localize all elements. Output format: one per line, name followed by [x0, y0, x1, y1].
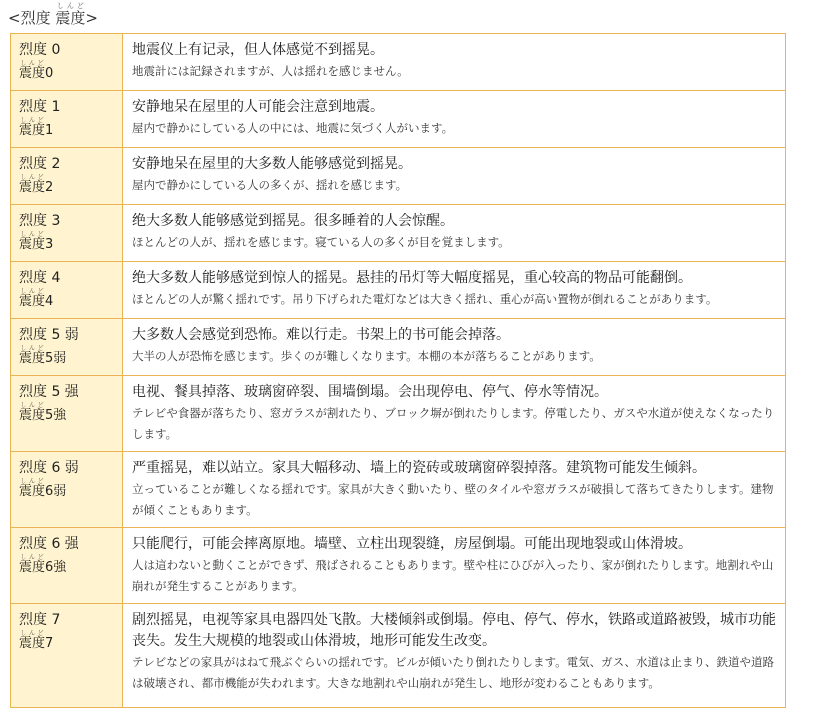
description-cn: 严重摇晃，难以站立。家具大幅移动、墙上的瓷砖或玻璃窗碎裂掉落。建筑物可能发生倾斜。 — [132, 460, 706, 476]
level-jp-ruby — [19, 288, 46, 309]
level-jp-label — [19, 117, 122, 140]
level-jp-number: 7 — [45, 636, 54, 651]
level-jp-label — [19, 60, 122, 83]
description-jp: ほとんどの人が驚く揺れです。吊り下げられた電灯などは大きく揺れ、重心が高い置物が倒れることがあります。 — [132, 292, 718, 306]
level-jp-label — [19, 345, 122, 368]
description-cell — [123, 34, 786, 91]
level-cn-label: 烈度 7 — [19, 612, 61, 628]
description-cell — [123, 452, 786, 528]
level-jp-ruby — [19, 402, 46, 423]
level-jp-label — [19, 231, 122, 254]
level-jp-reading: しんど — [19, 231, 46, 238]
level-cn-label: 烈度 6 强 — [19, 536, 79, 552]
description-cn: 大多数人会感觉到恐怖。难以行走。书架上的书可能会掉落。 — [132, 327, 510, 343]
level-jp-reading: しんど — [19, 345, 46, 352]
level-jp-label — [19, 478, 122, 501]
level-jp-number: 5弱 — [45, 351, 67, 366]
level-jp-ruby — [19, 174, 46, 195]
heading-word: 震度 — [55, 9, 86, 27]
intensity-row — [11, 319, 786, 376]
level-cn-label: 烈度 2 — [19, 156, 61, 172]
level-cell — [11, 528, 123, 604]
level-cn-label: 烈度 1 — [19, 99, 61, 115]
level-jp-label — [19, 630, 122, 653]
level-jp-ruby — [19, 117, 46, 138]
intensity-row — [11, 34, 786, 91]
intensity-row — [11, 91, 786, 148]
level-cn-label: 烈度 3 — [19, 213, 61, 229]
level-jp-word: 震度 — [19, 636, 46, 651]
description-cell — [123, 262, 786, 319]
level-cell — [11, 452, 123, 528]
level-jp-number: 2 — [45, 180, 54, 195]
level-cell — [11, 319, 123, 376]
level-jp-ruby — [19, 478, 46, 499]
level-jp-number: 3 — [45, 237, 54, 252]
description-jp: テレビなどの家具がはねて飛ぶぐらいの揺れです。ビルが傾いたり倒れたりします。電気、ガス、水道は止まり、鉄道や道路は破壊され、都市機能が失われます。大きな地割れや山崩れが発生し、地形が変わることもあります。 — [132, 655, 774, 690]
level-jp-reading: しんど — [19, 630, 46, 637]
level-jp-reading: しんど — [19, 60, 46, 67]
level-jp-number: 5強 — [45, 408, 67, 423]
level-jp-word: 震度 — [19, 408, 46, 423]
level-jp-reading: しんど — [19, 554, 46, 561]
description-jp: 地震計には記録されますが、人は揺れを感じません。 — [132, 64, 409, 78]
level-jp-ruby — [19, 554, 46, 575]
level-cell — [11, 376, 123, 452]
level-jp-ruby — [19, 60, 46, 81]
level-jp-word: 震度 — [19, 560, 46, 575]
level-jp-label — [19, 402, 122, 425]
description-cn: 安静地呆在屋里的人可能会注意到地震。 — [132, 99, 384, 115]
level-cn-label: 烈度 0 — [19, 42, 61, 58]
level-cn-label: 烈度 6 弱 — [19, 460, 79, 476]
level-jp-ruby — [19, 231, 46, 252]
description-cn: 剧烈摇晃，电视等家具电器四处飞散。大楼倾斜或倒塌。停电、停气、停水，铁路或道路被毁，城市功能丧失。发生大规模的地裂或山体滑坡，地形可能发生改变。 — [132, 612, 776, 649]
description-jp: テレビや食器が落ちたり、窓ガラスが割れたり、ブロック塀が倒れたりします。停電したり、ガスや水道が使えなくなったりします。 — [132, 406, 775, 441]
description-cn: 只能爬行，可能会摔离原地。墙壁、立柱出现裂缝，房屋倒塌。可能出现地裂或山体滑坡。 — [132, 536, 692, 552]
level-jp-number: 1 — [45, 123, 54, 138]
description-cn: 绝大多数人能够感觉到惊人的摇晃。悬挂的吊灯等大幅度摇晃，重心较高的物品可能翻倒。 — [132, 270, 692, 286]
description-jp: 屋内で静かにしている人の多くが、揺れを感じます。 — [132, 178, 408, 192]
heading-ruby — [55, 2, 86, 27]
description-cn: 安静地呆在屋里的大多数人能够感觉到摇晃。 — [132, 156, 412, 172]
level-jp-ruby — [19, 345, 46, 366]
level-jp-reading: しんど — [19, 478, 46, 485]
level-jp-word: 震度 — [19, 123, 46, 138]
description-cell — [123, 376, 786, 452]
intensity-row — [11, 262, 786, 319]
intensity-row — [11, 148, 786, 205]
level-cn-label: 烈度 5 强 — [19, 384, 79, 400]
level-jp-word: 震度 — [19, 180, 46, 195]
level-cell — [11, 34, 123, 91]
intensity-row — [11, 376, 786, 452]
level-jp-number: 6弱 — [45, 484, 67, 499]
level-jp-ruby — [19, 630, 46, 651]
level-cn-label: 烈度 4 — [19, 270, 61, 286]
level-jp-label — [19, 288, 122, 311]
description-jp: 人は這わないと動くことができず、飛ばされることもあります。壁や柱にひびが入ったり、家が倒れたりします。地割れや山崩れが発生することがあります。 — [132, 558, 774, 593]
description-cn: 绝大多数人能够感觉到摇晃。很多睡着的人会惊醒。 — [132, 213, 454, 229]
level-jp-reading: しんど — [19, 174, 46, 181]
description-cn: 电视、餐具掉落、玻璃窗碎裂、围墙倒塌。会出现停电、停气、停水等情况。 — [132, 384, 608, 400]
level-jp-word: 震度 — [19, 66, 46, 81]
level-cell — [11, 604, 123, 708]
description-jp: 立っていることが難しくなる揺れです。家具が大きく動いたり、壁のタイルや窓ガラスが破損して落ちてきたりします。建物が傾くこともあります。 — [132, 482, 774, 517]
level-jp-word: 震度 — [19, 484, 46, 499]
description-cell — [123, 528, 786, 604]
level-jp-number: 4 — [45, 294, 54, 309]
level-cell — [11, 205, 123, 262]
heading-prefix: <烈度 — [8, 9, 56, 27]
description-cell — [123, 91, 786, 148]
level-jp-label — [19, 174, 122, 197]
level-jp-word: 震度 — [19, 294, 46, 309]
level-jp-number: 0 — [45, 66, 54, 81]
description-cell — [123, 148, 786, 205]
description-jp: ほとんどの人が、揺れを感じます。寝ている人の多くが目を覚まします。 — [132, 235, 510, 249]
level-jp-number: 6強 — [45, 560, 67, 575]
level-cn-label: 烈度 5 弱 — [19, 327, 79, 343]
page-heading — [8, 2, 98, 33]
intensity-row — [11, 528, 786, 604]
heading-suffix: > — [85, 9, 98, 27]
heading-reading: しんど — [55, 2, 86, 10]
description-cell — [123, 205, 786, 262]
level-cell — [11, 262, 123, 319]
level-jp-reading: しんど — [19, 117, 46, 124]
level-jp-word: 震度 — [19, 237, 46, 252]
description-cell — [123, 319, 786, 376]
description-jp: 大半の人が恐怖を感じます。歩くのが難しくなります。本棚の本が落ちることがあります。 — [132, 349, 601, 363]
description-cell — [123, 604, 786, 708]
intensity-row — [11, 205, 786, 262]
description-jp: 屋内で静かにしている人の中には、地震に気づく人がいます。 — [132, 121, 454, 135]
intensity-table-body — [11, 34, 786, 708]
level-cell — [11, 91, 123, 148]
level-jp-reading: しんど — [19, 288, 46, 295]
level-cell — [11, 148, 123, 205]
intensity-row — [11, 604, 786, 708]
level-jp-label — [19, 554, 122, 577]
intensity-table — [10, 33, 786, 708]
intensity-row — [11, 452, 786, 528]
level-jp-word: 震度 — [19, 351, 46, 366]
level-jp-reading: しんど — [19, 402, 46, 409]
description-cn: 地震仪上有记录，但人体感觉不到摇晃。 — [132, 42, 384, 58]
